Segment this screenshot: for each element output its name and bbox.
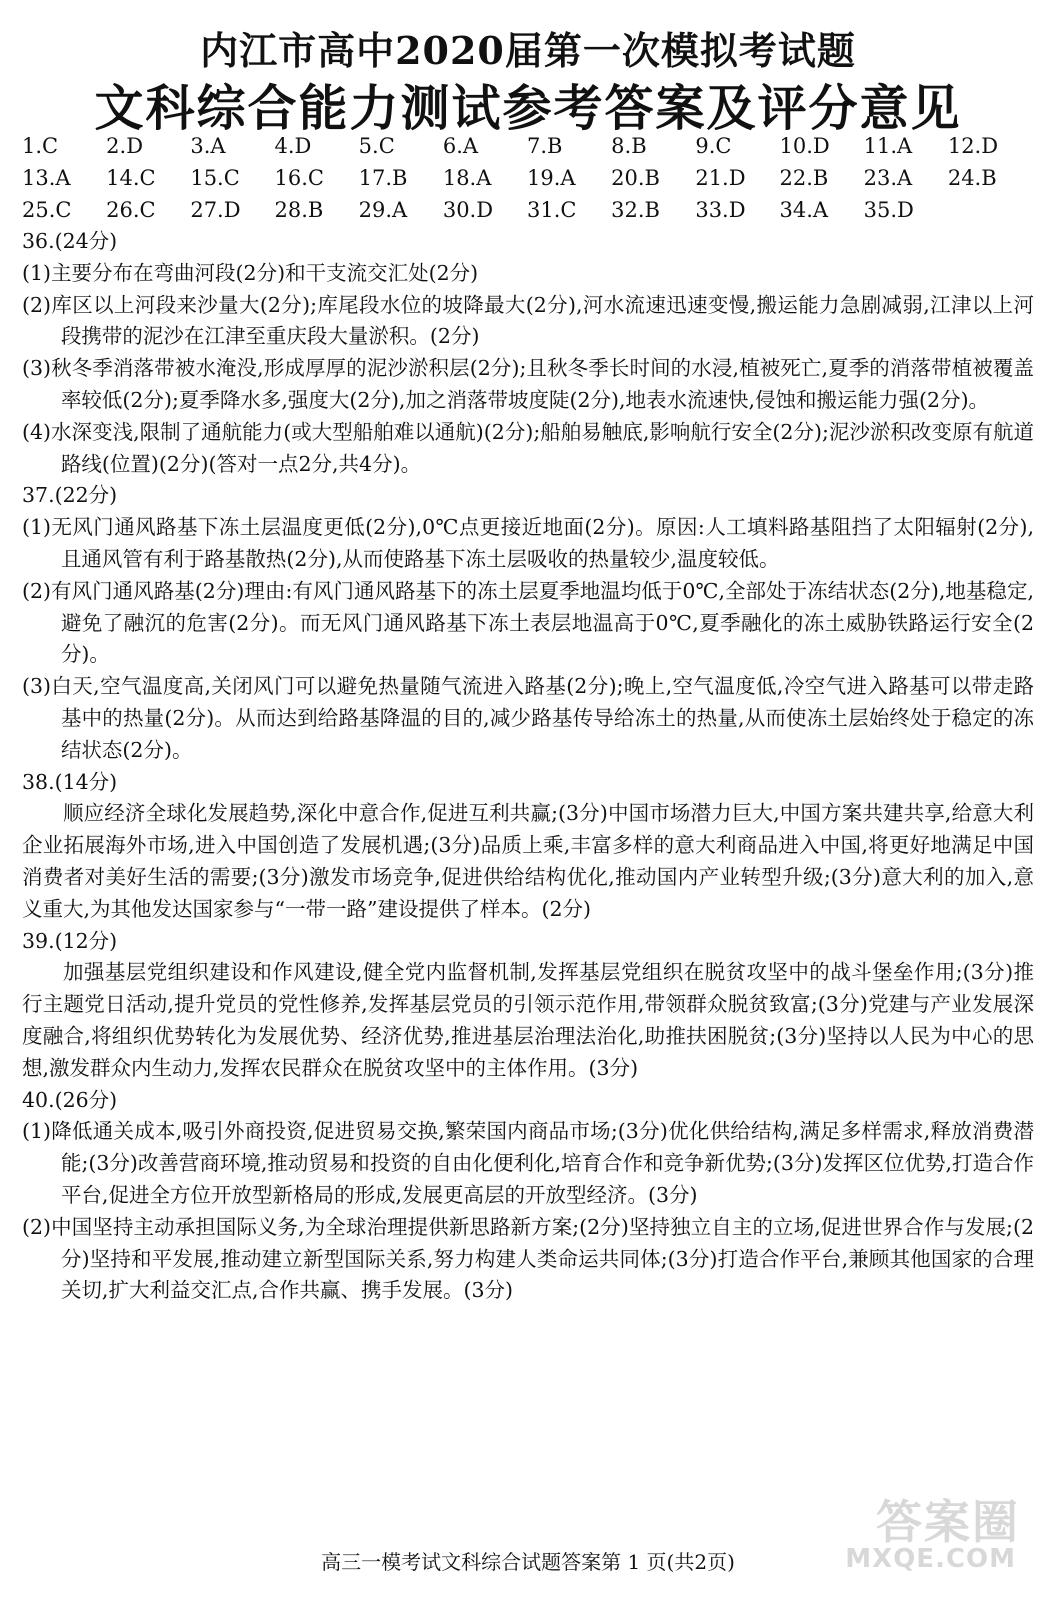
choice-answer: 33.D — [695, 198, 746, 222]
choice-answer: 22.B — [779, 166, 829, 190]
choice-answer: 26.C — [106, 198, 156, 222]
choice-answer: 12.D — [947, 134, 999, 158]
choice-answer: 30.D — [442, 198, 494, 222]
question-39-heading: 39.(12分) — [22, 928, 118, 953]
choice-answer-row — [22, 162, 1032, 194]
question-36-part-1: (1)主要分布在弯曲河段(2分)和干支流交汇处(2分) — [22, 260, 479, 285]
question-36-heading: 36.(24分) — [22, 229, 118, 253]
choice-answer: 19.A — [526, 166, 576, 190]
choice-answer: 1.C — [22, 134, 59, 158]
question-37-part-3: (3)白天,空气温度高,关闭风门可以避免热量随气流进入路基(2分);晚上,空气温度低,冷空气进入路基可以带走路基中的热量(2分)。从而达到给路基降温的目的,减少路基传导给冻土的热量,从而使冻土层始终处于稳定的冻结状态(2分)。 — [22, 674, 1034, 762]
watermark-logo-text: 答案圈 — [876, 1495, 1020, 1549]
choice-answer: 14.C — [106, 166, 156, 190]
question-36-part-2: (2)库区以上河段来沙量大(2分);库尾段水位的坡降最大(2分),河水流速迅速变慢,搬运能力急剧减弱,江津以上河段携带的泥沙在江津至重庆段大量淤积。(2分) — [22, 292, 1034, 349]
choice-answer: 24.B — [947, 166, 997, 190]
question-37-part-2: (2)有风门通风路基(2分)理由:有风门通风路基下的冻土层夏季地温均低于0℃,全部处于冻结状态(2分),地基稳定,避免了融沉的危害(2分)。而无风门通风路基下冻土表层地温高于0℃,夏季融化的冻土威胁铁路运行安全(2分)。 — [22, 578, 1034, 667]
question-37-heading: 37.(22分) — [22, 483, 118, 508]
choice-answer: 13.A — [22, 166, 71, 190]
question-36-part-4: (4)水深变浅,限制了通航能力(或大型船舶难以通航)(2分);船舶易触底,影响航行安全(2分);泥沙淤积改变原有航道路线(位置)(2分)(答对一点2分,共4分)。 — [22, 419, 1034, 476]
question-36-part-3: (3)秋冬季消落带被水淹没,形成厚厚的泥沙淤积层(2分);且秋冬季长时间的水浸,植被死亡,夏季的消落带植被覆盖率较低(2分);夏季降水多,强度大(2分),加之消落带坡度陡(2分),地表水流速快,侵蚀和搬运能力强(2分)。 — [22, 356, 1034, 412]
choice-answer: 6.A — [442, 134, 479, 158]
choice-answer: 11.A — [863, 134, 913, 158]
choice-answer: 18.A — [442, 166, 492, 190]
question-37-part-1: (1)无风门通风路基下冻土层温度更低(2分),0℃点更接近地面(2分)。原因:人工填料路基阻挡了太阳辐射(2分),且通风管有利于路基散热(2分),从而使路基下冻土层吸收的热量较少,温度较低。 — [22, 515, 1034, 571]
choice-answer: 34.A — [779, 198, 829, 222]
watermark-url: MXQE.COM — [845, 1544, 1016, 1574]
question-38-heading: 38.(14分) — [22, 769, 118, 794]
question-40-part-1: (1)降低通关成本,吸引外商投资,促进贸易交换,繁荣国内商品市场;(3分)优化供给结构,满足多样需求,释放消费潜能;(3分)改善营商环境,推动贸易和投资的自由化便利化,培育合作和竞争新优势;(3分)发挥区位优势,打造合作平台,促进全方位开放型新格局的形成,发展更高层的开放型经济。(3分) — [22, 1119, 1034, 1207]
choice-answers — [22, 130, 1032, 226]
choice-answer: 20.B — [611, 166, 660, 190]
choice-answer: 17.B — [358, 166, 408, 190]
choice-answer: 16.C — [274, 166, 324, 190]
question-39-answer: 加强基层党组织建设和作风建设,健全党内监督机制,发挥基层党组织在脱贫攻坚中的战斗堡垒作用;(3分)推行主题党日活动,提升党员的党性修养,发挥基层党员的引领示范作用,带领群众脱贫致富;(3分)党建与产业发展深度融合,将组织优势转化为发展优势、经济优势,推进基层治理法治化,助推扶困脱贫;(3分)坚持以人民为中心的思想,激发群众内生动力,发挥农民群众在脱贫攻坚中的主体作用。(3分) — [22, 960, 1034, 1080]
choice-answer: 9.C — [695, 134, 732, 158]
choice-answer: 10.D — [779, 134, 830, 158]
choice-answer: 4.D — [274, 134, 312, 158]
choice-answer: 21.D — [695, 166, 746, 190]
choice-answer: 7.B — [526, 134, 563, 158]
choice-answer: 28.B — [274, 198, 324, 222]
choice-answer-row — [22, 130, 1032, 162]
choice-answer: 27.D — [190, 198, 241, 222]
choice-answer: 5.C — [358, 134, 395, 158]
page-footer: 高三一模考试文科综合试题答案第 1 页(共2页) — [321, 1550, 735, 1574]
exam-title: 内江市高中2020届第一次模拟考试题 — [200, 28, 856, 73]
choice-answer: 8.B — [611, 134, 647, 158]
choice-answer: 31.C — [526, 198, 577, 222]
question-38-answer: 顺应经济全球化发展趋势,深化中意合作,促进互利共赢;(3分)中国市场潜力巨大,中国方案共建共享,给意大利企业拓展海外市场,进入中国创造了发展机遇;(3分)品质上乘,丰富多样的意大利商品进入中国,将更好地满足中国消费者对美好生活的需要;(3分)激发市场竞争,促进供给结构优化,推动国内产业转型升级;(3分)意大利的加入,意义重大,为其他发达国家参与“一带一路”建设提供了样本。(2分) — [22, 801, 1034, 921]
answer-body — [22, 226, 1034, 1307]
choice-answer: 32.B — [611, 198, 660, 222]
choice-answer: 23.A — [863, 166, 913, 190]
question-40-heading: 40.(26分) — [22, 1087, 118, 1112]
choice-answer: 3.A — [190, 134, 226, 158]
choice-answer: 25.C — [22, 198, 72, 222]
choice-answer: 2.D — [106, 134, 144, 158]
choice-answer-row — [22, 194, 1032, 226]
choice-answer: 35.D — [863, 198, 914, 222]
choice-answer: 15.C — [190, 166, 240, 190]
choice-answer: 29.A — [358, 198, 408, 222]
question-40-part-2: (2)中国坚持主动承担国际义务,为全球治理提供新思路新方案;(2分)坚持独立自主的立场,促进世界合作与发展;(2分)坚持和平发展,推动建立新型国际关系,努力构建人类命运共同体;(3分)打造合作平台,兼顾其他国家的合理关切,扩大利益交汇点,合作共赢、携手发展。(3分) — [22, 1214, 1034, 1303]
answer-key-title: 文科综合能力测试参考答案及评分意见 — [94, 79, 962, 137]
